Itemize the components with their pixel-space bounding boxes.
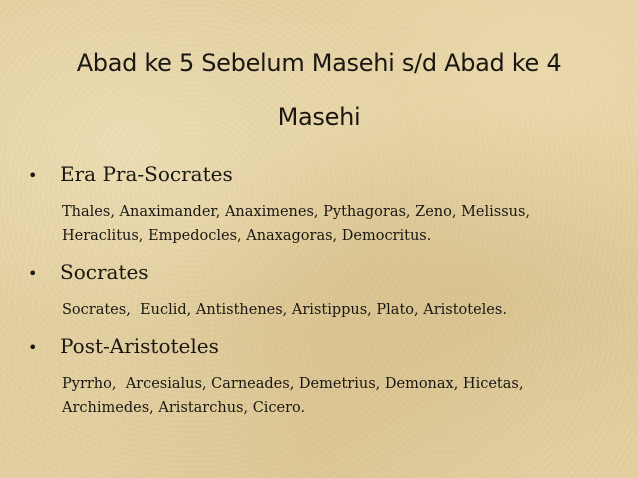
bullet-heading: Post-Aristoteles bbox=[60, 334, 219, 358]
detail-line: Archimedes, Aristarchus, Cicero. bbox=[62, 400, 306, 416]
bullet-heading: Socrates bbox=[60, 260, 149, 284]
detail-line: Heraclitus, Empedocles, Anaxagoras, Democritus. bbox=[62, 228, 432, 244]
detail-line: Thales, Anaximander, Anaximenes, Pythagoras, Zeno, Melissus, bbox=[62, 204, 531, 220]
bullet-detail bbox=[62, 298, 614, 322]
list-item bbox=[24, 160, 614, 248]
bullet-list bbox=[24, 160, 614, 430]
bullet-icon: • bbox=[28, 264, 38, 283]
bullet-heading: Era Pra-Socrates bbox=[60, 162, 233, 186]
title-line-1: Abad ke 5 Sebelum Masehi s/d Abad ke 4 bbox=[76, 49, 562, 77]
bullet-detail bbox=[62, 372, 614, 420]
bullet-icon: • bbox=[28, 338, 38, 357]
slide-title bbox=[40, 36, 598, 144]
list-item bbox=[24, 258, 614, 322]
bullet-detail bbox=[62, 200, 614, 248]
list-item bbox=[24, 332, 614, 420]
detail-line: Socrates, Euclid, Antisthenes, Aristippus, Plato, Aristoteles. bbox=[62, 302, 507, 318]
detail-line: Pyrrho, Arcesialus, Carneades, Demetrius, Demonax, Hicetas, bbox=[62, 376, 524, 392]
title-line-2: Masehi bbox=[277, 103, 361, 131]
bullet-icon: • bbox=[28, 166, 38, 185]
